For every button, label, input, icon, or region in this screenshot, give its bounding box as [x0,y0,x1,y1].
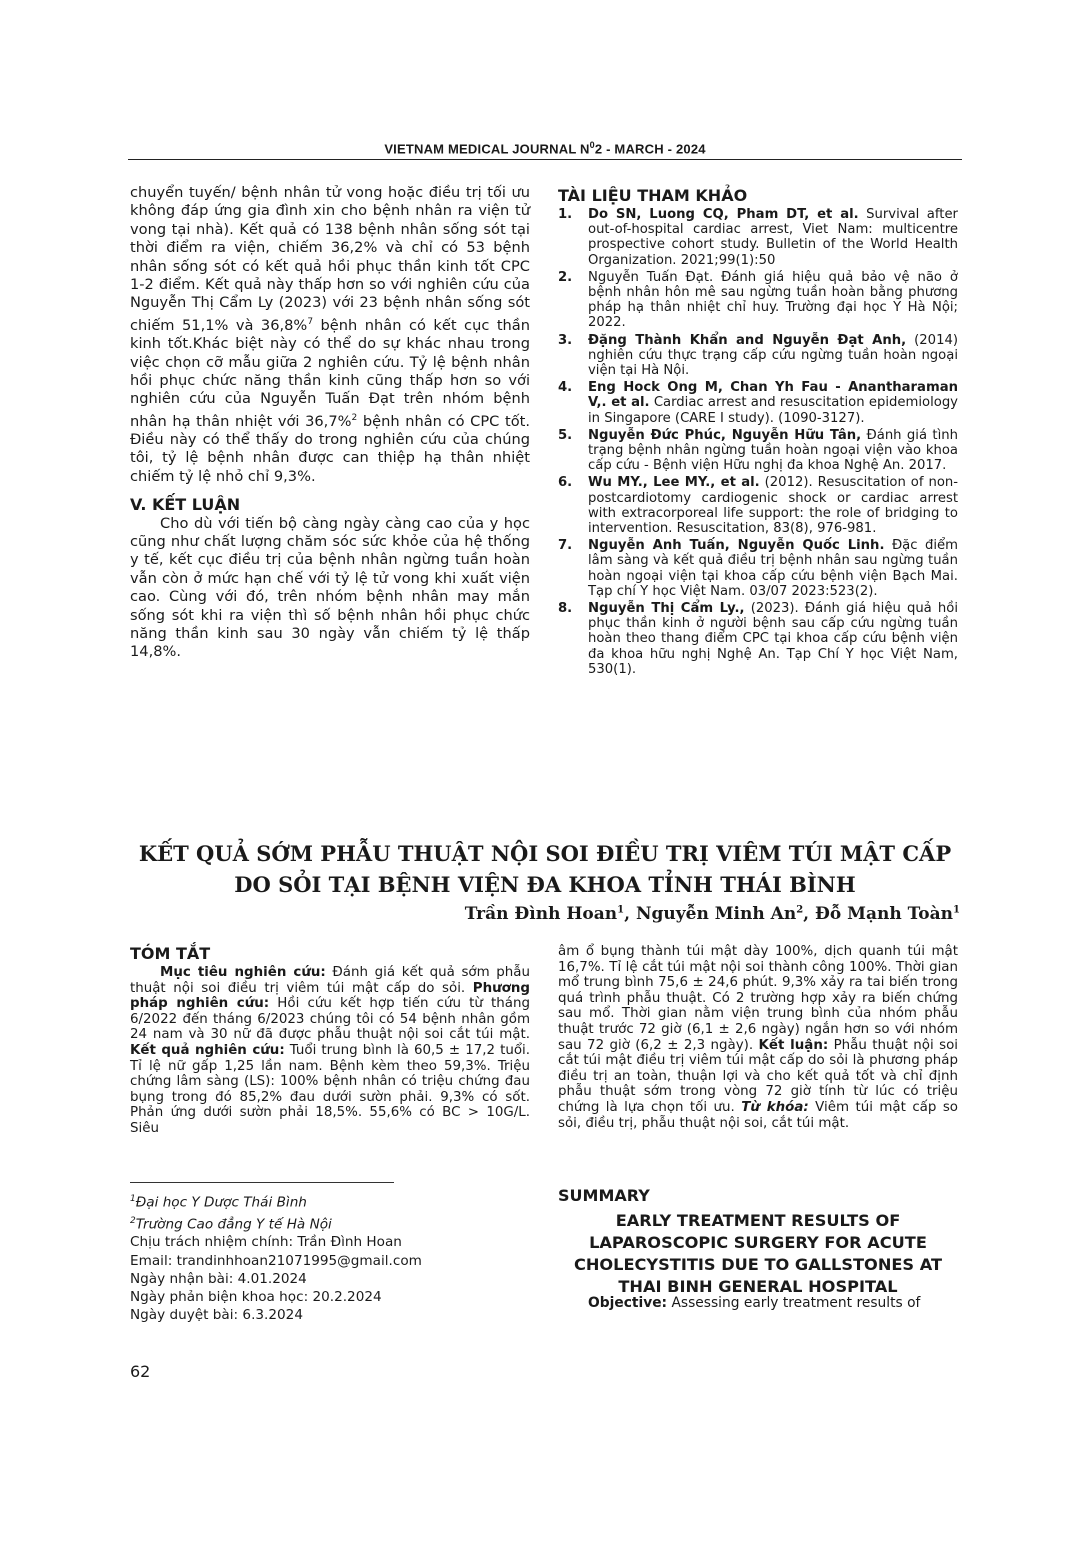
reference-number: 1. [558,207,573,222]
abstract-paragraph-continued: âm ổ bụng thành túi mật dày 100%, dịch quanh túi mật 16,7%. Tỉ lệ cắt túi mật nội soi thành công 100%. Thời gian mổ trung bình 75,6 ± 24,6 phút. 9,3% xảy ra tai biến trong quá trình phẫu thuật. Có 2 trường hợp xảy ra biến chứng sau mổ. Thời gian nằm viện trung bình của nhóm phẫu thuật trước 72 giờ (6,1 ± 2,6 ngày) ngắn hơn so với nhóm sau 72 giờ (6,2 ± 2,3 ngày). Kết luận: Phẫu thuật nội soi cắt túi mật điều trị viêm túi mật cấp do sỏi là phương pháp điều trị an toàn, thuận lợi và cho kết quả tốt và chỉ định phẫu thuật sớm trong vòng 72 giờ tính từ lúc có triệu chứng là lựa chọn tối ưu. Từ khóa: Viêm túi mật cấp so sỏi, điều trị, phẫu thuật nội soi, cắt túi mật. [558,944,958,1131]
summary-heading-wrap [558,1186,958,1205]
author-separator: , [803,904,816,924]
author-name: Nguyễn Minh An [635,904,797,924]
reference-item [558,538,958,599]
discussion-continuation [130,184,530,662]
date-reviewed: Ngày phản biện khoa học: 20.2.2024 [130,1289,382,1306]
corresponding-email: Email: trandinhhoan21071995@gmail.com [130,1252,422,1269]
conclusion-paragraph: Cho dù với tiến bộ càng ngày càng cao của y học cũng như chất lượng chăm sóc sức khỏe của hệ thống y tế, kết cục điều trị của bệnh nhân ngừng tuần hoàn vẫn còn ở mức hạn chế với tỷ lệ tử vong khi xuất viện cao. Cùng với đó, trên nhóm bệnh nhân may mắn sống sót khi ra viện thì số bệnh nhân hồi phục chức năng thần kinh sau 30 ngày vẫn chiếm tỷ lệ thấp 14,8%. [130,514,530,661]
reference-authors: Nguyễn Đức Phúc, Nguyễn Hữu Tân, [588,427,862,443]
page-number: 62 [130,1362,151,1381]
reference-number: 6. [558,475,573,491]
corresponding-author: Chịu trách nhiệm chính: Trần Đình Hoan [130,1234,402,1251]
reference-number: 4. [558,380,573,396]
author-name: Đỗ Mạnh Toàn [815,904,954,924]
author-affiliation-mark: 2 [796,904,804,916]
reference-text: Đánh giá tình trạng bệnh nhân ngừng tuần hoàn ngoại viện vào khoa cấp cứu - Bệnh viện Hữu nghị đa khoa Nghệ An. 2017. [588,427,958,474]
reference-text: (2014) nghiên cứu thực trạng cấp cứu ngừng tuần hoàn ngoại viện tại Hà Nội. [588,332,958,379]
footnotes [130,1190,530,1324]
author-affiliation-mark: 1 [617,904,625,916]
reference-text: Survival after out-of-hospital cardiac arrest, Viet Nam: multicentre prospective cohort study. Bulletin of the World Health Organization. 2021;99(1):50 [588,207,958,268]
reference-text: Nguyễn Tuấn Đạt. Đánh giá hiệu quả bảo vệ não ở bệnh nhân hôn mê sau ngừng tuần hoàn bằng phương pháp hạ thân nhiệt chỉ huy. Trường đại học Y Hà Nội; 2022. [588,269,958,331]
section-heading-conclusion: V. KẾT LUẬN [130,495,241,515]
abstract-vi-left [130,944,530,1137]
author-affiliation-mark: 1 [953,904,960,916]
reference-number: 2. [558,269,573,285]
reference-authors: Eng Hock Ong M, Chan Yh Fau - Anantharaman V,. et al. [588,380,958,411]
date-accepted: Ngày duyệt bài: 6.3.2024 [130,1307,303,1324]
running-header: VIETNAM MEDICAL JOURNAL $N^02$ - MARCH - 2024 [384,140,706,157]
reference-authors: Do SN, Luong CQ, Pham DT, et al. [588,207,859,222]
reference-authors: Nguyễn Thị Cẩm Ly., [588,601,745,617]
abstract-heading: TÓM TẮT [130,944,211,963]
reference-item [558,475,958,536]
reference-number: 3. [558,332,573,348]
reference-item [558,601,958,677]
reference-authors: Nguyễn Anh Tuấn, Nguyễn Quốc Linh. [588,538,885,554]
reference-item [558,428,958,474]
author-name: Trần Đình Hoan [464,904,618,924]
reference-text: Đặc điểm lâm sàng và kết quả điều trị bệnh nhân sau ngừng tuần hoàn ngoại viện tại khoa cấp cứu bệnh viện Bạch Mai. Tạp chí Y học Việt Nam. 03/07 2023:523(2). [588,538,958,599]
reference-authors: Đặng Thành Khẩn and Nguyễn Đạt Anh, [588,332,907,348]
affiliation-1: $^1$Đại học Y Dược Thái Bình [130,1194,307,1211]
references-section [558,186,958,679]
reference-item [558,333,958,379]
reference-item [558,270,958,331]
abstract-paragraph: Mục tiêu nghiên cứu: Đánh giá kết quả sớm phẫu thuật nội soi điều trị viêm túi mật cấp do sỏi. Phương pháp nghiên cứu: Hồi cứu kết hợp tiến cứu từ tháng 6/2022 đến tháng 6/2023 chúng tôi có 54 bệnh nhân gồm 24 nam và 30 nữ đã được phẫu thuật nội soi cắt túi mật. Kết quả nghiên cứu: Tuổi trung bình là 60,5 ± 17,2 tuổi. Tỉ lệ nữ gấp 1,25 lần nam. Bệnh kèm theo 59,3%. Triệu chứng lâm sàng (LS): 100% bệnh nhân có triệu chứng đau bụng trong đó 85,2% đau dưới sườn phải. 9,3% có sốt. Phản ứng dưới sườn phải 18,5%. 55,6% có BC > 10G/L. Siêu [130,965,531,1136]
header-rule [128,159,962,160]
summary-objective [558,1296,958,1312]
reference-text: (2012). Resuscitation of non-postcardiotomy cardiogenic shock or cardiac arrest with extracorporeal life support: the role of bridging to intervention. Resuscitation, 83(8), 976-981. [588,475,959,537]
footnote-rule [130,1182,394,1183]
summary-paragraph: Objective: Assessing early treatment results of [588,1295,921,1311]
references-list [558,207,958,677]
reference-authors: Wu MY., Lee MY., et al. [588,475,760,491]
article-title-line-2: DO SỎI TẠI BỆNH VIỆN ĐA KHOA TỈNH THÁI BÌNH [234,872,856,897]
affiliation-2: $^2$Trường Cao đẳng Y tế Hà Nội [130,1215,332,1233]
reference-item [558,380,958,426]
summary-title: EARLY TREATMENT RESULTS OF LAPAROSCOPIC SURGERY FOR ACUTE CHOLECYSTITIS DUE TO GALLSTONES AT THAI BINH GENERAL HOSPITAL [573,1211,943,1296]
reference-item [558,207,958,268]
references-heading: TÀI LIỆU THAM KHẢO [558,186,748,205]
reference-text: (2023). Đánh giá hiệu quả hồi phục thần kinh ở người bệnh sau cấp cứu ngừng tuần hoàn theo thang điểm CPC tại khoa cấp cứu bệnh viện đa khoa hữu nghị Nghệ An. Tạp Chí Y học Việt Nam, 530(1). [588,601,958,677]
article-title [130,838,960,900]
reference-number: 7. [558,538,573,554]
article-title-line-1: KẾT QUẢ SỚM PHẪU THUẬT NỘI SOI ĐIỀU TRỊ VIÊM TÚI MẬT CẤP [138,841,952,866]
abstract-vi-right [558,944,958,1131]
reference-text: Cardiac arrest and resuscitation epidemiology in Singapore (CARE I study). (1090-3127). [588,395,958,426]
discussion-paragraph: chuyển tuyến/ bệnh nhân tử vong hoặc điều trị tối ưu không đáp ứng gia đình xin cho bệnh nhân ra viện tử vong tại nhà). Kết quả có 138 bệnh nhân sống sót tại thời điểm ra viện, chiếm 36,2% và chỉ có 53 bệnh nhân sống sót có kết quả hồi phục thần kinh tốt CPC 1-2 điểm. Kết quả này thấp hơn so với nghiên cứu của Nguyễn Thị Cẩm Ly (2023) với 23 bệnh nhân sống sót chiếm 51,1% và 36,8%$^7$ bệnh nhân có kết cục thần kinh tốt.Khác biệt này có thể do sự khác nhau trong việc chọn cỡ mẫu giữa 2 nghiên cứu. Tỷ lệ bệnh nhân hồi phục chức năng thần kinh cũng thấp hơn so với nghiên cứu của Nguyễn Tuấn Đạt trên nhóm bệnh nhân hạ thân nhiệt với 36,7%$^2$ bệnh nhân có CPC tốt. Điều này có thể thấy do trong nghiên cứu của chúng tôi, tỷ lệ bệnh nhân được can thiệp hạ thân nhiệt chiếm tỷ lệ nhỏ chỉ 9,3%. [130,184,530,485]
summary-heading: SUMMARY [558,1186,650,1205]
date-received: Ngày nhận bài: 4.01.2024 [130,1270,307,1287]
reference-number: 8. [558,601,573,617]
author-separator: , [624,904,636,924]
article-authors [465,904,960,924]
reference-number: 5. [558,427,573,443]
